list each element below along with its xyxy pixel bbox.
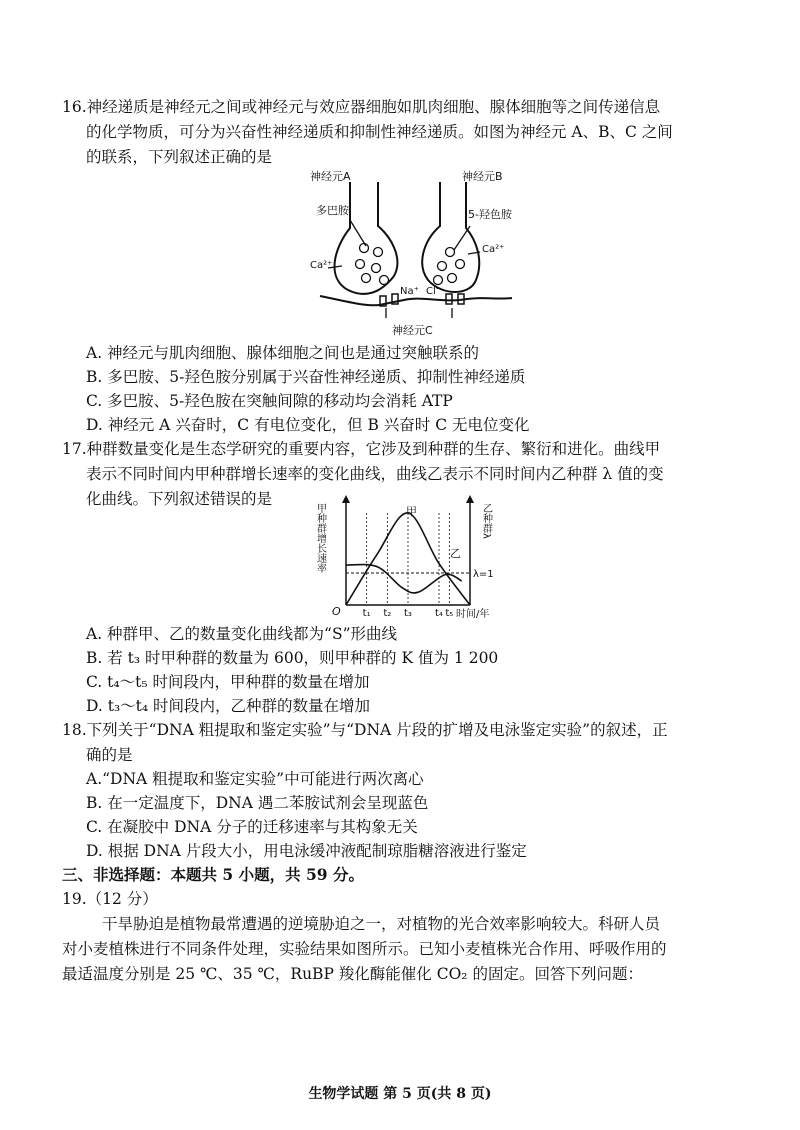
vesicles-a (356, 244, 389, 285)
series-jia-label: 甲 (406, 505, 417, 518)
y-axis-left-arrow (342, 495, 350, 503)
q16-option-d: D. 神经元 A 兴奋时，C 有电位变化，但 B 兴奋时 C 无电位变化 (86, 416, 530, 434)
q16-stem-line-1: 16.神经递质是神经元之间或神经元与效应器细胞如肌肉细胞、腺体细胞等之间传递信息 (62, 98, 661, 116)
label-neuron-b: 神经元B (462, 170, 503, 183)
label-neuron-a: 神经元A (310, 170, 351, 183)
page-footer: 生物学试题 第 5 页(共 8 页) (308, 1086, 492, 1102)
q18-option-b: B. 在一定温度下，DNA 遇二苯胺试剂会呈现蓝色 (86, 794, 429, 812)
label-ca-left: Ca²⁺ (310, 260, 333, 271)
synapse-diagram (300, 168, 520, 340)
x-tick-label: t₂ (383, 608, 392, 619)
q19-text-line-3: 最适温度分别是 25 ℃、35 ℃，RuBP 羧化酶能催化 CO₂ 的固定。回答下列问题： (62, 965, 643, 983)
label-na: Na⁺ (400, 286, 419, 297)
q17-stem-line-1: 17.种群数量变化是生态学研究的重要内容，它涉及到种群的生存、繁衍和进化。曲线甲 (62, 440, 661, 458)
q17-option-d: D. t₃～t₄ 时间段内，乙种群的数量在增加 (86, 697, 371, 715)
label-serotonin: 5-羟色胺 (468, 208, 512, 221)
q16-option-b: B. 多巴胺、5-羟色胺分别属于兴奋性神经递质、抑制性神经递质 (86, 368, 526, 386)
q17-stem-line-2: 表示不同时间内甲种群增长速率的变化曲线，曲线乙表示不同时间内乙种群 λ 值的变 (86, 465, 664, 483)
q16-stem-line-2: 的化学物质，可分为兴奋性神经递质和抑制性神经递质。如图为神经元 A、B、C 之间 (86, 123, 673, 141)
q19-text-line-2: 对小麦植株进行不同条件处理，实验结果如图所示。已知小麦植株光合作用、呼吸作用的 (62, 940, 667, 958)
series-yi-curve (346, 565, 462, 593)
population-chart (310, 493, 510, 619)
origin-label: O (332, 605, 341, 618)
x-tick-label: t₄ (435, 608, 443, 619)
y-axis-right-label: 乙种群λ (480, 503, 492, 539)
q18-stem-line-1: 18.下列关于“DNA 粗提取和鉴定实验”与“DNA 片段的扩增及电泳鉴定实验”的叙述，正 (62, 721, 668, 739)
q16-stem-line-3: 的联系，下列叙述正确的是 (86, 148, 273, 166)
neuron-b-terminal (422, 182, 479, 292)
label-neuron-c: 神经元C (392, 324, 433, 337)
q17-option-c: C. t₄～t₅ 时间段内，甲种群的数量在增加 (86, 673, 370, 691)
y-axis-right-arrow (466, 495, 474, 503)
x-tick-label: t₅ (445, 608, 454, 619)
q17-stem-line-3: 化曲线。下列叙述错误的是 (86, 490, 273, 508)
q18-option-d: D. 根据 DNA 片段大小，用电泳缓冲液配制琼脂糖溶液进行鉴定 (86, 842, 527, 860)
label-cl: Cl⁻ (426, 286, 442, 297)
q18-option-a: A.“DNA 粗提取和鉴定实验”中可能进行两次离心 (86, 770, 424, 788)
lambda-one-label: λ=1 (473, 569, 494, 580)
q19-text-line-1: 干旱胁迫是植物最常遭遇的逆境胁迫之一，对植物的光合效率影响较大。科研人员 (102, 915, 661, 933)
section-3-heading: 三、非选择题：本题共 5 小题，共 59 分。 (62, 865, 364, 884)
q16-option-c: C. 多巴胺、5-羟色胺在突触间隙的移动均会消耗 ATP (86, 392, 453, 410)
x-tick-label: t₃ (404, 608, 412, 619)
q17-option-a: A. 种群甲、乙的数量变化曲线都为“S”形曲线 (86, 625, 398, 643)
x-axis-label: 时间/年 (456, 609, 490, 619)
neuron-c-membrane (320, 296, 512, 305)
label-dopamine: 多巴胺 (316, 204, 349, 217)
y-axis-left-label: 甲种群增长速率 (314, 503, 326, 573)
q16-option-a: A. 神经元与肌肉细胞、腺体细胞之间也是通过突触联系的 (86, 344, 480, 362)
label-ca-right: Ca²⁺ (482, 244, 505, 255)
q19-label: 19.（12 分） (62, 890, 158, 908)
receptors (380, 294, 464, 306)
x-tick-label: t₁ (362, 608, 371, 619)
series-yi-label: 乙 (450, 547, 461, 560)
vesicles-b (434, 248, 465, 285)
q18-stem-line-2: 确的是 (86, 746, 133, 764)
q18-option-c: C. 在凝胶中 DNA 分子的迁移速率与其构象无关 (86, 818, 418, 836)
q17-option-b: B. 若 t₃ 时甲种群的数量为 600，则甲种群的 K 值为 1 200 (86, 649, 499, 667)
